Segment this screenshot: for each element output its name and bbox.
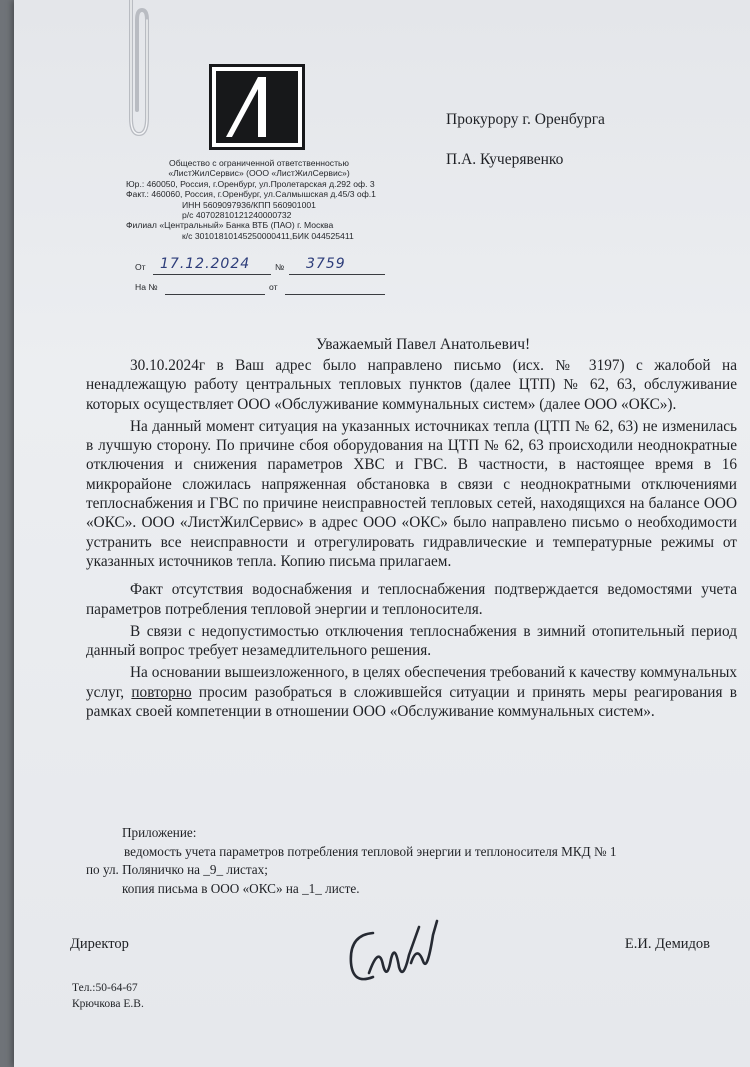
from-label: От (135, 262, 146, 272)
paragraph: В связи с недопустимостью отключения теплоснабжения в зимний отопительный период данный вопрос требует незамедлительного решения. (86, 622, 737, 660)
contact-phone: Тел.:50-64-67 (72, 982, 138, 994)
paragraph (86, 663, 737, 721)
company-logo-icon (212, 67, 302, 147)
handwritten-number: 3759 (306, 256, 346, 272)
org-line: Юр.: 460050, Россия, г.Оренбург, ул.Пролетарская д.292 оф. 3 (126, 178, 375, 189)
paragraph: Факт отсутствия водоснабжения и теплоснабжения подтверждается ведомостями учета параметров потребления тепловой энергии и теплоносителя. (86, 581, 737, 618)
company-logo (209, 64, 305, 150)
org-line: Общество с ограниченной ответственностью (169, 158, 349, 168)
ref-from-label: от (269, 282, 278, 292)
org-line: Факт.: 460060, Россия, г.Оренбург, ул.Салмышская д.45/3 оф.1 (126, 189, 376, 200)
number-label: № (275, 262, 285, 272)
addressee-name: П.А. Кучерявенко (446, 151, 564, 168)
appendix-item: по ул. Поляничко на _9_ листах; (86, 862, 268, 878)
contact-executor: Крючкова Е.В. (72, 998, 144, 1010)
signer-position: Директор (70, 936, 129, 952)
signer-name: Е.И. Демидов (624, 936, 710, 952)
appendix-item: копия письма в ООО «ОКС» на _1_ листе. (122, 880, 360, 896)
handwritten-signature (339, 915, 479, 995)
org-line: Филиал «Центральный» Банка ВТБ (ПАО) г. Москва (126, 220, 334, 231)
letter-body (86, 356, 737, 724)
addressee (446, 110, 605, 170)
org-line: к/с 30101810145250000411,БИК 044525411 (182, 230, 354, 241)
org-line: ИНН 5609097936/КПП 560901001 (182, 199, 316, 210)
paragraph: 30.10.2024г в Ваш адрес было направлено письмо (исх. № 3197) с жалобой на ненадлежащую работу центральных тепловых пунктов (далее ЦТП) № 62, 63, обслуживание которых осуществляет ООО «Обслуживание коммунальных систем» (далее ООО «ОКС»). (86, 357, 737, 413)
addressee-line: Прокурору г. Оренбурга (446, 111, 605, 128)
org-line: «ЛистЖилСервис» (ООО «ЛистЖилСервис») (168, 168, 350, 179)
org-line: р/с 40702810121240000732 (182, 210, 292, 221)
salutation: Уважаемый Павел Анатольевич! (316, 336, 531, 353)
appendix-title: Приложение: (122, 825, 197, 840)
sender-details (114, 158, 404, 241)
contact-info (72, 980, 144, 1012)
paragraph: На данный момент ситуация на указанных источниках тепла (ЦТП № 62, 63) не изменилась в лучшую сторону. По причине сбоя оборудования на ЦТП № 62, 63 происходили неоднократные отключения и снижения параметров ХВС и ГВС. В частности, в настоящее время в 16 микрорайоне сложилась напряженная обстановка в связи с неоднократными отключениями теплоснабжения и ГВС по причине неисправностей тепловых сетей, находящихся на балансе ООО «ОКС». ООО «ЛистЖилСервис» в адрес ООО «ОКС» было направлено письмо о необходимости устранить все неисправности и отрегулировать гидравлические и температурные режимы от указанных источников тепла. Копию письма прилагаем. (86, 417, 737, 570)
appendix (86, 824, 746, 898)
letter-sheet (14, 0, 750, 1067)
appendix-item: ведомость учета параметров потребления тепловой энергии и теплоносителя МКД № 1 (124, 843, 617, 859)
paragraph-text: просим разобраться в сложившейся ситуации и принять меры реагирования в рамках своей компетенции в отношении ООО «Обслуживание коммунальных систем». (86, 683, 737, 721)
emphasis-text: повторно (131, 683, 192, 701)
ref-label: На № (135, 282, 158, 292)
paperclip-icon (117, 0, 157, 140)
handwritten-date: 17.12.2024 (160, 256, 251, 272)
paragraph-text: На основании вышеизложенного, в целях обеспечения требований к качеству коммунальных услуг, (86, 664, 737, 701)
